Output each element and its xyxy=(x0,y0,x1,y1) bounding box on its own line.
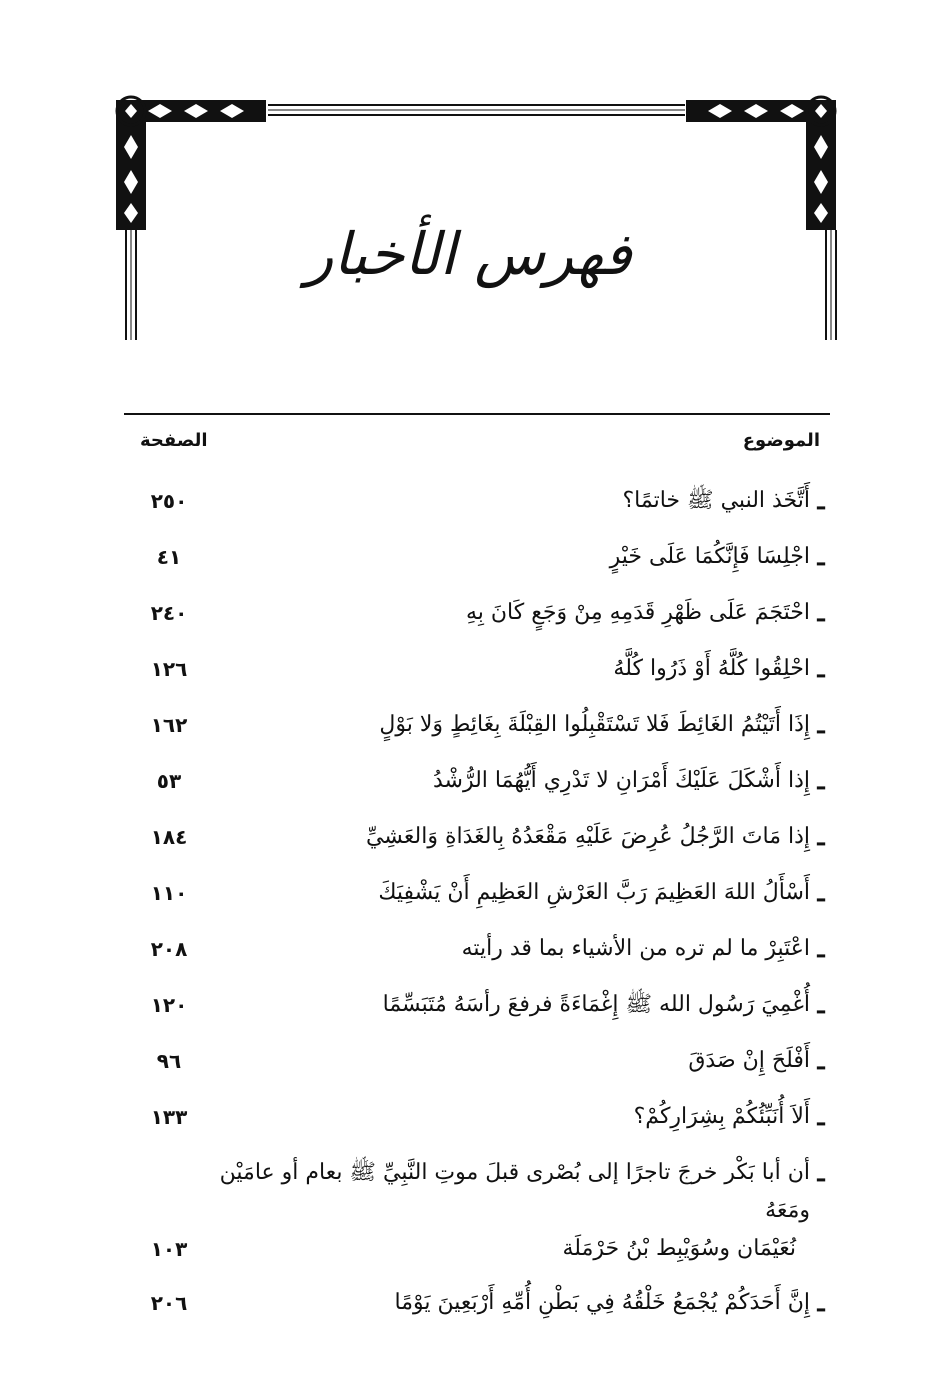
index-entry xyxy=(124,538,830,576)
entry-dash: ـ xyxy=(817,822,825,851)
entry-text-line-2: نُعَيْمَان وسُوَيْبِط بْنُ حَرْمَلَة xyxy=(562,1236,796,1261)
entry-dash: ـ xyxy=(817,710,825,739)
entry-page-number: ١٦٢ xyxy=(150,713,188,737)
entry-page-number: ٩٦ xyxy=(156,1049,182,1073)
page-title: فهرس الأخبار xyxy=(305,220,632,288)
entry-dash: ـ xyxy=(817,878,825,907)
index-entry xyxy=(124,594,830,632)
entry-dash: ـ xyxy=(817,934,825,963)
entry-page-number: ١٠٣ xyxy=(150,1237,188,1261)
entry-page-number: ٥٣ xyxy=(156,769,182,793)
column-headers xyxy=(124,430,830,464)
index-list xyxy=(124,482,830,1340)
index-entry xyxy=(124,1154,830,1268)
entry-text: أُغْمِيَ رَسُول الله ﷺ إِغْمَاءَةً فرفعَ رأسَهُ مُتَبَسِّمًا xyxy=(382,992,810,1017)
entry-dash: ـ xyxy=(817,1046,825,1075)
entry-text: إِذا أَشْكَلَ عَلَيْكَ أَمْرَانِ لا تَدْرِي أَيُّهُمَا الرُّشْدُ xyxy=(432,768,810,793)
entry-text: أَفْلَحَ إِنْ صَدَقَ xyxy=(688,1048,810,1073)
entry-dash: ـ xyxy=(817,486,825,515)
entry-page-number: ١٣٣ xyxy=(150,1105,188,1129)
page-column-header: الصفحة xyxy=(140,430,208,451)
entry-page-number: ٢٤٠ xyxy=(150,601,188,625)
entry-text: احْلِقُوا كُلَّهُ أَوْ ذَرُوا كُلَّهُ xyxy=(613,656,810,681)
entry-text-line-1: أن أبا بَكْر خرجَ تاجرًا إلى بُصْرى قبلَ موتِ النَّبِيِّ ﷺ بعام أو عامَيْن ومَعَهُ xyxy=(219,1160,810,1223)
index-entry xyxy=(124,650,830,688)
entry-text: إِذا مَاتَ الرَّجُلُ عُرِضَ عَلَيْهِ مَقْعَدُهُ بِالغَدَاةِ وَالعَشِيِّ xyxy=(365,824,810,849)
entry-text xyxy=(214,1154,812,1268)
entry-text: اجْلِسَا فَإِنَّكُمَا عَلَى خَيْرٍ xyxy=(609,544,810,569)
entry-text: أَلاَ أُنَبِّئُكُمْ بِشِرَارِكُمْ؟ xyxy=(633,1104,810,1129)
index-entry xyxy=(124,1098,830,1136)
ornamental-frame xyxy=(0,0,937,400)
entry-page-number: ١٢٠ xyxy=(150,993,188,1017)
entry-dash: ـ xyxy=(817,766,825,795)
entry-page-number: ٤١ xyxy=(156,545,182,569)
topic-column-header: الموضوع xyxy=(742,430,820,451)
entry-text: إِنَّ أَحَدَكُمْ يُجْمَعُ خَلْقُهُ فِي بَطْنِ أُمِّهِ أَرْبَعِينَ يَوْمًا xyxy=(394,1290,810,1315)
entry-page-number: ٢٠٦ xyxy=(150,1291,188,1315)
entry-text: أَتَّخَذ النبي ﷺ خاتمًا؟ xyxy=(622,488,810,513)
index-entry xyxy=(124,874,830,912)
entry-text: إِذَا أَتَيْتُمُ الغَائِطَ فَلا تَسْتَقْبِلُوا القِبْلَةَ بِغَائِطٍ وَلا بَوْلٍ xyxy=(379,712,810,737)
entry-dash: ـ xyxy=(817,654,825,683)
entry-dash: ـ xyxy=(817,1288,825,1317)
entry-page-number: ٢٥٠ xyxy=(150,489,188,513)
index-entry xyxy=(124,986,830,1024)
entry-dash: ـ xyxy=(817,1102,825,1131)
index-entry xyxy=(124,1042,830,1080)
header-rule xyxy=(124,413,830,415)
entry-text: أَسْأَلُ اللهَ العَظِيمَ رَبَّ العَرْشِ العَظِيمِ أَنْ يَشْفِيَكَ xyxy=(378,880,810,905)
index-entry xyxy=(124,482,830,520)
entry-dash: ـ xyxy=(817,542,825,571)
entry-page-number: ١٨٤ xyxy=(150,825,188,849)
entry-page-number: ١١٠ xyxy=(150,881,188,905)
entry-page-number: ١٢٦ xyxy=(150,657,188,681)
entry-dash: ـ xyxy=(817,990,825,1019)
index-entry xyxy=(124,762,830,800)
right-corner-ornament xyxy=(686,97,836,230)
entry-text: احْتَجَمَ عَلَى ظَهْرِ قَدَمِهِ مِنْ وَجَعٍ كَانَ بِهِ xyxy=(465,600,810,625)
index-entry xyxy=(124,818,830,856)
index-entry xyxy=(124,706,830,744)
left-corner-ornament xyxy=(116,97,266,230)
index-entry xyxy=(124,1284,830,1322)
entry-dash: ـ xyxy=(817,1158,825,1187)
entry-text: اعْتَبِرْ ما لم تره من الأشياء بما قد رأيته xyxy=(461,936,810,961)
entry-dash: ـ xyxy=(817,598,825,627)
entry-page-number: ٢٠٨ xyxy=(150,937,188,961)
index-entry xyxy=(124,930,830,968)
